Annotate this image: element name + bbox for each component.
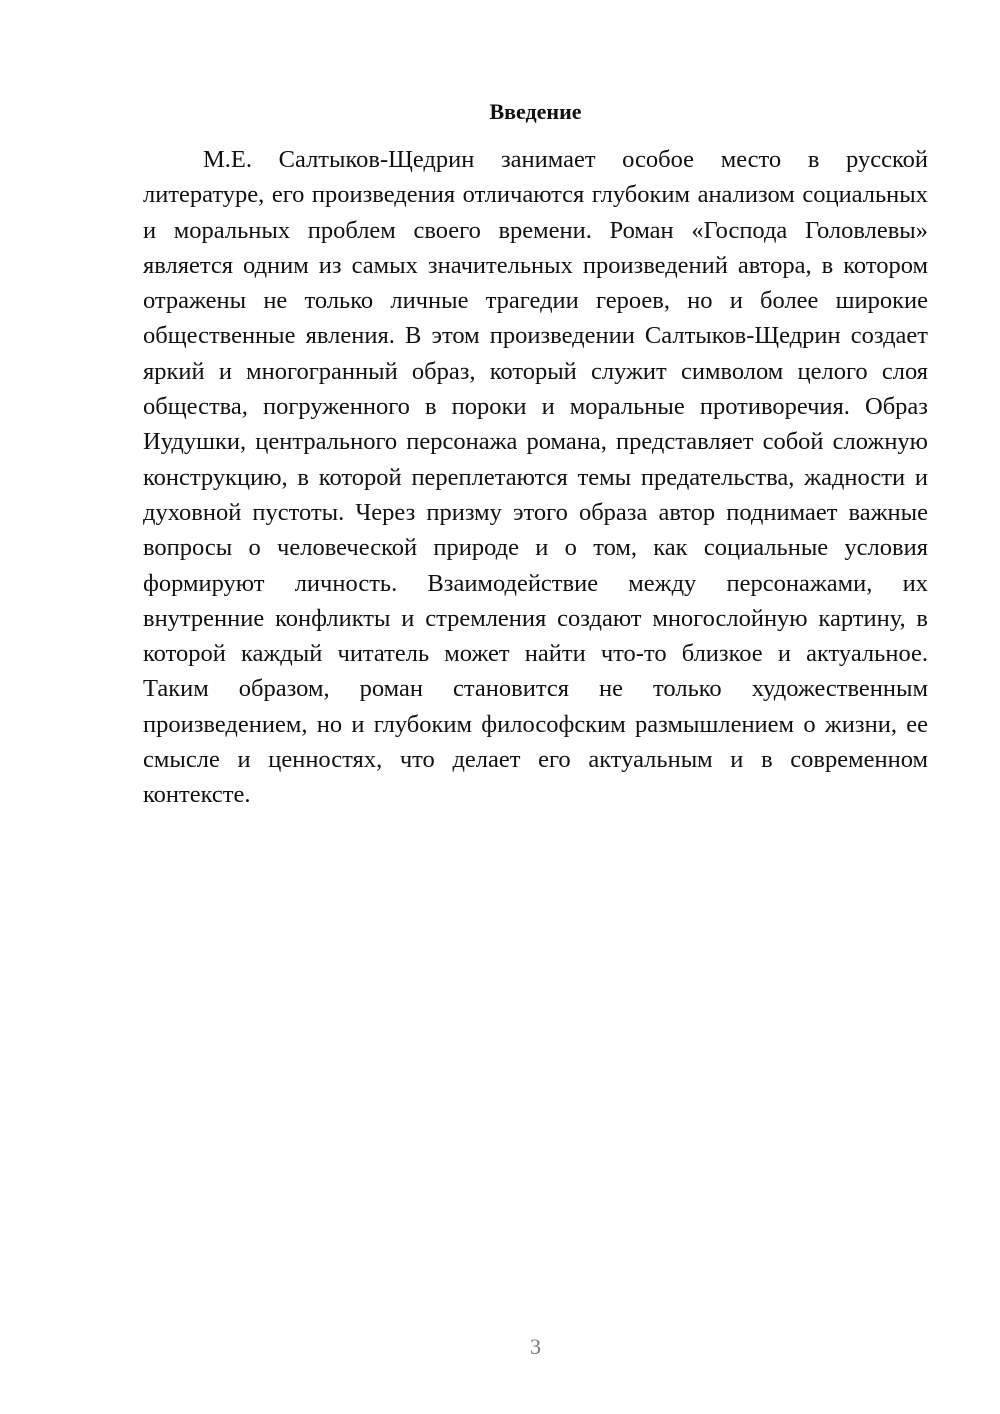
body-paragraph: М.Е. Салтыков-Щедрин занимает особое место в русской литературе, его произведения отличаются глубоким анализом социальных и моральных проблем своего времени. Роман «Господа Головлевы» является одним из самых значительных произведений автора, в котором отражены не только личные трагедии героев, но и более широкие общественные явления. В этом произведении Салтыков-Щедрин создает яркий и многогранный образ, который служит символом целого слоя общества, погруженного в пороки и моральные противоречия. Образ Иудушки, центрального персонажа романа, представляет собой сложную конструкцию, в которой переплетаются темы предательства, жадности и духовной пустоты. Через призму этого образа автор поднимает важные вопросы о человеческой природе и о том, как социальные условия формируют личность. Взаимодействие между персонажами, их внутренние конфликты и стремления создают многослойную картину, в которой каждый читатель может найти что-то близкое и актуальное. Таким образом, роман становится не только художественным произведением, но и глубоким философским размышлением о жизни, ее смысле и ценностях, что делает его актуальным и в современном контексте. [143,146,928,809]
page-number: 3 [530,1334,541,1359]
section-heading: Введение [489,99,582,124]
